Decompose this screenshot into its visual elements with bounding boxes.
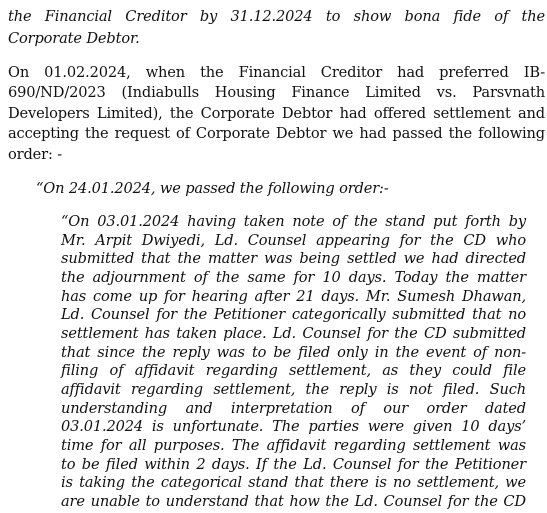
- paragraph-line: 690/ND/2023 (Indiabulls Housing Finance Limited vs. Parsvnath: [8, 84, 545, 101]
- quote-line: is taking the categorical stand that there is no settlement, we: [61, 474, 526, 492]
- quote-line: the adjournment of the same for 10 days. Today the matter: [61, 269, 526, 286]
- quote-line: “On 03.01.2024 having taken note of the stand put forth by: [61, 213, 526, 230]
- quote-line: that since the reply was to be filed only in the event of non-: [61, 343, 526, 361]
- quote-line: Ld. Counsel for the Petitioner categorically submitted that no: [61, 306, 526, 324]
- paragraph-line: the Financial Creditor by 31.12.2024 to show bona fide of the: [8, 8, 545, 25]
- paragraph-line: Corporate Debtor.: [8, 30, 140, 47]
- quote-line: Mr. Arpit Dwiyedi, Ld. Counsel appearing for the CD who: [61, 231, 526, 249]
- quote-line: are unable to understand that how the Ld. Counsel for the CD: [61, 493, 526, 510]
- quote-line: has come up for hearing after 21 days. Mr. Sumesh Dhawan,: [61, 287, 526, 305]
- quote-line: “On 24.01.2024, we passed the following order:-: [36, 180, 389, 197]
- paragraph-line: Developers Limited), the Corporate Debtor had offered settlement and: [8, 105, 545, 122]
- quote-line: submitted that the matter was being settled we had directed: [61, 250, 526, 268]
- paragraph-line: order: -: [8, 146, 63, 163]
- quote-line: to be filed within 2 days. If the Ld. Counsel for the Petitioner: [61, 455, 526, 473]
- quote-line: affidavit regarding settlement, the reply is not filed. Such: [61, 381, 526, 398]
- quote-line: filing of affidavit regarding settlement, as they could file: [61, 362, 526, 380]
- quote-line: time for all purposes. The affidavit regarding settlement was: [61, 437, 526, 454]
- quote-line: understanding and interpretation of our order dated: [61, 399, 526, 417]
- quote-line: 03.01.2024 is unfortunate. The parties were given 10 days’: [61, 418, 526, 436]
- paragraph-line: accepting the request of Corporate Debtor we had passed the following: [8, 125, 545, 142]
- paragraph-line: On 01.02.2024, when the Financial Creditor had preferred IB-: [8, 64, 545, 81]
- quote-line: settlement has taken place. Ld. Counsel for the CD submitted: [61, 325, 526, 342]
